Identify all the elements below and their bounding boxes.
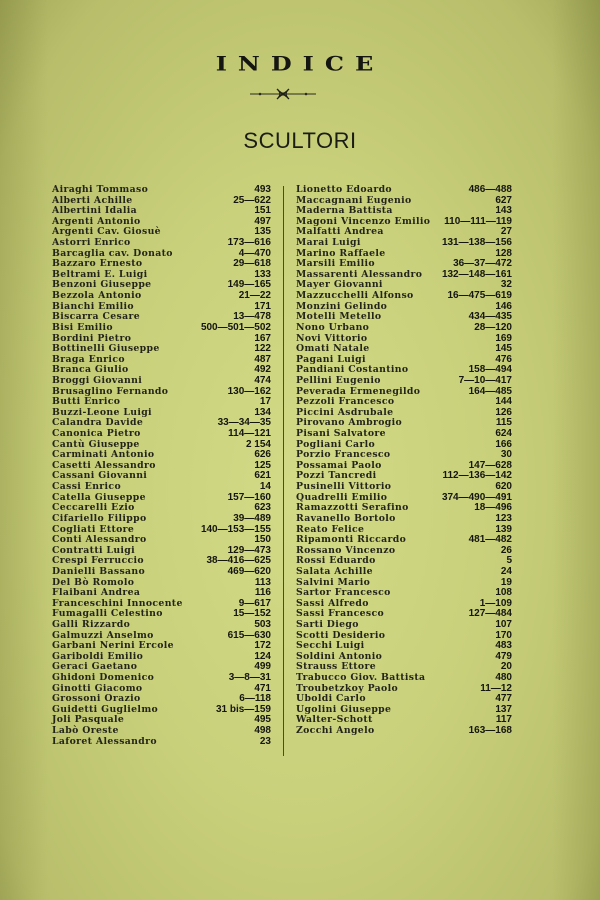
sculptor-name: Fumagalli Celestino	[52, 608, 163, 620]
page-numbers: 374—490—491	[441, 491, 512, 503]
sculptor-name: Walter-Schott	[296, 714, 373, 726]
page-numbers: 9—617	[238, 597, 271, 609]
sculptor-name: Franceschini Innocente	[52, 597, 183, 609]
sculptor-name: Marai Luigi	[296, 237, 361, 249]
sculptor-name: Labò Oreste	[52, 725, 119, 737]
sculptor-name: Omati Natale	[296, 343, 370, 355]
page-numbers: 499	[254, 661, 271, 673]
page-numbers: 28—120	[474, 321, 512, 333]
page-numbers: 624	[495, 428, 512, 440]
ornamental-rule-icon	[250, 88, 316, 100]
sculptor-name: Peverada Ermenegildo	[296, 385, 421, 397]
page-numbers: 128	[495, 247, 512, 259]
sculptor-name: Pisani Salvatore	[296, 428, 386, 440]
sculptor-name: Carminati Antonio	[52, 449, 155, 461]
page-numbers: 137	[495, 703, 512, 715]
sculptor-name: Catella Giuseppe	[52, 491, 146, 503]
sculptor-name: Salvini Mario	[296, 576, 371, 588]
sculptor-name: Laforet Alessandro	[52, 735, 157, 747]
sculptor-name: Branca Giulio	[52, 364, 129, 376]
page-numbers: 170	[495, 629, 512, 641]
sculptor-name: Malfatti Andrea	[296, 226, 384, 238]
page-numbers: 115	[495, 417, 512, 429]
sculptor-name: Massarenti Alessandro	[296, 268, 423, 280]
page-numbers: 123	[495, 512, 512, 524]
page-numbers: 116	[254, 587, 271, 599]
page-numbers: 487	[254, 353, 271, 365]
sculptor-name: Bordini Pietro	[52, 332, 132, 344]
page-numbers: 132—148—161	[441, 268, 512, 280]
index-entry	[296, 376, 512, 387]
sculptor-name: Sassi Francesco	[296, 608, 385, 620]
index-entry	[296, 567, 512, 578]
sculptor-name: Scotti Desiderio	[296, 629, 386, 641]
sculptor-name: Broggi Giovanni	[52, 374, 143, 386]
sculptor-name: Motelli Metello	[296, 311, 382, 323]
page-numbers: 5	[506, 555, 512, 567]
sculptor-name: Lionetto Edoardo	[296, 184, 392, 195]
sculptor-name: Marino Raffaele	[296, 247, 386, 259]
sculptor-name: Joli Pasquale	[52, 714, 125, 726]
page-numbers: 149—165	[227, 279, 271, 291]
sculptor-name: Bottinelli Giuseppe	[52, 343, 160, 355]
sculptor-name: Guidetti Guglielmo	[52, 703, 159, 715]
page-numbers: 130—162	[227, 385, 271, 397]
sculptor-name: Cogliati Ettore	[52, 523, 135, 535]
sculptor-name: Salata Achille	[296, 565, 373, 577]
sculptor-name: Alberti Achille	[52, 194, 133, 206]
page-numbers: 627	[495, 194, 512, 206]
page-numbers: 169	[495, 332, 512, 344]
page-numbers: 623	[254, 502, 271, 514]
page-numbers: 477	[495, 693, 512, 705]
page-numbers: 114—121	[228, 428, 271, 440]
sculptor-name: Ramazzotti Serafino	[296, 502, 409, 514]
page-numbers: 24	[500, 565, 512, 577]
page-numbers: 626	[254, 449, 271, 461]
sculptor-name: Secchi Luigi	[296, 640, 365, 652]
page-numbers: 483	[495, 640, 512, 652]
page-numbers: 150	[254, 534, 271, 546]
page-numbers: 620	[495, 481, 512, 493]
page-numbers: 39—489	[233, 512, 271, 524]
sculptor-name: Beltrami E. Luigi	[52, 268, 148, 280]
page-numbers: 615—630	[227, 629, 271, 641]
page-numbers: 173—616	[227, 237, 271, 249]
sculptor-name: Possamai Paolo	[296, 459, 382, 471]
sculptor-name: Conti Alessandro	[52, 534, 147, 546]
sculptor-name: Argenti Cav. Giosuè	[52, 226, 161, 238]
sculptor-name: Pozzi Tancredi	[296, 470, 377, 482]
page-numbers: 36—37—472	[453, 258, 512, 270]
sculptor-name: Nono Urbano	[296, 321, 370, 333]
sculptor-name: Crespi Ferruccio	[52, 555, 144, 567]
page-numbers: 133	[254, 268, 271, 280]
page-numbers: 26	[500, 544, 512, 556]
page-numbers: 124	[254, 650, 271, 662]
page-numbers: 139	[495, 523, 512, 535]
sculptor-name: Airaghi Tommaso	[52, 184, 149, 195]
page-numbers: 33—34—35	[217, 417, 271, 429]
sculptor-name: Rossano Vincenzo	[296, 544, 396, 556]
sculptor-name: Novi Vittorio	[296, 332, 368, 344]
sculptor-name: Sarti Diego	[296, 618, 359, 630]
sculptor-name: Benzoni Giuseppe	[52, 279, 152, 291]
page-numbers: 493	[254, 184, 271, 195]
sculptor-name: Pogliani Carlo	[296, 438, 376, 450]
page-numbers: 157—160	[227, 491, 271, 503]
sculptor-name: Strauss Ettore	[296, 661, 376, 673]
index-column-left	[52, 185, 271, 747]
page-numbers: 495	[254, 714, 271, 726]
sculptor-name: Pusinelli Vittorio	[296, 481, 392, 493]
page-numbers: 18—496	[474, 502, 512, 514]
sculptor-name: Maderna Battista	[296, 205, 393, 217]
sculptor-name: Maccagnani Eugenio	[296, 194, 412, 206]
page-numbers: 498	[254, 725, 271, 737]
page-numbers: 25—622	[233, 194, 271, 206]
sculptor-name: Casetti Alessandro	[52, 459, 156, 471]
index-entry	[52, 323, 271, 334]
sculptor-name: Monzini Gelindo	[296, 300, 388, 312]
page-numbers: 113	[254, 576, 271, 588]
page-numbers: 135	[254, 226, 271, 238]
sculptor-name: Danielli Bassano	[52, 565, 146, 577]
page-numbers: 20	[500, 661, 512, 673]
sculptor-name: Butti Enrico	[52, 396, 121, 408]
sculptor-name: Quadrelli Emilio	[296, 491, 388, 503]
page-numbers: 6—118	[239, 693, 271, 705]
sculptor-name: Mayer Giovanni	[296, 279, 383, 291]
page-numbers: 107	[495, 618, 512, 630]
page-numbers: 117	[495, 714, 512, 726]
sculptor-name: Calandra Davide	[52, 417, 144, 429]
page-numbers: 1—109	[479, 597, 512, 609]
page-numbers: 147—628	[468, 459, 512, 471]
page-numbers: 500—501—502	[200, 321, 271, 333]
index-entry	[296, 514, 512, 525]
page-numbers: 434—435	[468, 311, 512, 323]
sculptor-name: Galli Rizzardo	[52, 618, 131, 630]
page-numbers: 469—620	[227, 565, 271, 577]
page-numbers: 125	[254, 459, 271, 471]
page-numbers: 3—8—31	[228, 672, 271, 684]
sculptor-name: Flaibani Andrea	[52, 587, 141, 599]
index-entry	[52, 620, 271, 631]
sculptor-name: Bezzola Antonio	[52, 290, 142, 302]
page-numbers: 479	[495, 650, 512, 662]
sculptor-name: Cantù Giuseppe	[52, 438, 140, 450]
sculptor-name: Ginotti Giacomo	[52, 682, 143, 694]
index-entry	[296, 323, 512, 334]
page-numbers: 13—478	[233, 311, 271, 323]
sculptor-name: Troubetzkoy Paolo	[296, 682, 399, 694]
page-numbers: 144	[495, 396, 512, 408]
sculptor-name: Galmuzzi Anselmo	[52, 629, 154, 641]
page-numbers: 129—473	[227, 544, 271, 556]
page-numbers: 167	[254, 332, 271, 344]
sculptor-name: Reato Felice	[296, 523, 365, 535]
sculptor-name: Biscarra Cesare	[52, 311, 141, 323]
index-entry	[52, 737, 271, 748]
page-numbers: 15—152	[233, 608, 271, 620]
page-title: INDICE	[215, 51, 385, 76]
page-numbers: 503	[254, 618, 271, 630]
page-numbers: 32	[500, 279, 512, 291]
page-numbers: 110—111—119	[444, 215, 512, 227]
page-numbers: 31 bis—159	[215, 703, 271, 715]
sculptor-name: Ravanello Bortolo	[296, 512, 396, 524]
sculptor-name: Canonica Pietro	[52, 428, 141, 440]
sculptor-name: Del Bò Romolo	[52, 576, 135, 588]
sculptor-name: Mazzucchelli Alfonso	[296, 290, 414, 302]
sculptor-name: Contratti Luigi	[52, 544, 136, 556]
sculptor-name: Marsili Emilio	[296, 258, 375, 270]
sculptor-name: Piccini Asdrubale	[296, 406, 394, 418]
column-divider	[283, 186, 284, 756]
sculptor-name: Sassi Alfredo	[296, 597, 369, 609]
page-numbers: 2 154	[245, 438, 271, 450]
page-numbers: 108	[495, 587, 512, 599]
page-numbers: 21—22	[238, 290, 271, 302]
sculptor-name: Uboldi Carlo	[296, 693, 366, 705]
sculptor-name: Barcaglia cav. Donato	[52, 247, 173, 259]
page-numbers: 29—618	[233, 258, 271, 270]
page-numbers: 14	[259, 481, 271, 493]
sculptor-name: Astorri Enrico	[52, 237, 131, 249]
sculptor-name: Buzzi-Leone Luigi	[52, 406, 152, 418]
index-entry	[52, 376, 271, 387]
sculptor-name: Cassi Enrico	[52, 481, 121, 493]
sculptor-name: Zocchi Angelo	[296, 725, 375, 737]
sculptor-name: Braga Enrico	[52, 353, 125, 365]
page-numbers: 4—470	[238, 247, 271, 259]
sculptor-name: Rossi Eduardo	[296, 555, 376, 567]
page-numbers: 112—136—142	[442, 470, 512, 482]
sculptor-name: Trabucco Giov. Battista	[296, 672, 426, 684]
page-numbers: 492	[254, 364, 271, 376]
sculptor-name: Magoni Vincenzo Emilio	[296, 215, 431, 227]
page-numbers: 474	[254, 374, 271, 386]
sculptor-name: Pezzoli Francesco	[296, 396, 395, 408]
sculptor-name: Cifariello Filippo	[52, 512, 147, 524]
page-numbers: 143	[495, 205, 512, 217]
sculptor-name: Ripamonti Riccardo	[296, 534, 407, 546]
sculptor-name: Pagani Luigi	[296, 353, 366, 365]
sculptor-name: Bazzaro Ernesto	[52, 258, 143, 270]
sculptor-name: Argenti Antonio	[52, 215, 141, 227]
sculptor-name: Pellini Eugenio	[296, 374, 381, 386]
page-numbers: 122	[254, 343, 271, 355]
page-numbers: 146	[495, 300, 512, 312]
sculptor-name: Ugolini Giuseppe	[296, 703, 392, 715]
index-entry	[296, 726, 512, 737]
page-numbers: 164—485	[468, 385, 512, 397]
page-numbers: 19	[500, 576, 512, 588]
page-numbers: 131—138—156	[441, 237, 512, 249]
sculptor-name: Bianchi Emilio	[52, 300, 134, 312]
sculptor-name: Soldini Antonio	[296, 650, 383, 662]
page-numbers: 11—12	[480, 682, 512, 694]
page-numbers: 7—10—417	[458, 374, 512, 386]
section-title: SCULTORI	[243, 128, 357, 153]
sculptor-name: Ceccarelli Ezio	[52, 502, 135, 514]
sculptor-name: Porzio Francesco	[296, 449, 391, 461]
page-numbers: 163—168	[468, 725, 512, 737]
page-numbers: 145	[495, 343, 512, 355]
sculptor-name: Cassani Giovanni	[52, 470, 148, 482]
page-numbers: 486—488	[468, 184, 512, 195]
page-numbers: 480	[495, 672, 512, 684]
page-numbers: 16—475—619	[447, 290, 512, 302]
page-numbers: 172	[254, 640, 271, 652]
page-numbers: 134	[254, 406, 271, 418]
page-numbers: 126	[495, 406, 512, 418]
sculptor-name: Pirovano Ambrogio	[296, 417, 403, 429]
page-numbers: 38—416—625	[206, 555, 271, 567]
page-numbers: 497	[254, 215, 271, 227]
page-numbers: 158—494	[468, 364, 512, 376]
page-numbers: 151	[254, 205, 271, 217]
page-numbers: 30	[500, 449, 512, 461]
sculptor-name: Garbani Nerini Ercole	[52, 640, 174, 652]
page-numbers: 23	[259, 735, 271, 747]
page-numbers: 471	[254, 682, 271, 694]
index-entry	[296, 620, 512, 631]
page-numbers: 166	[495, 438, 512, 450]
sculptor-name: Geraci Gaetano	[52, 661, 138, 673]
index-column-right	[296, 185, 512, 737]
sculptor-name: Sartor Francesco	[296, 587, 391, 599]
page-numbers: 621	[254, 470, 271, 482]
sculptor-name: Albertini Idalia	[52, 205, 137, 217]
sculptor-name: Gariboldi Emilio	[52, 650, 144, 662]
page-numbers: 17	[259, 396, 271, 408]
page-numbers: 140—153—155	[200, 523, 271, 535]
sculptor-name: Grossoni Orazio	[52, 693, 141, 705]
page-numbers: 27	[500, 226, 512, 238]
sculptor-name: Bisi Emilio	[52, 321, 113, 333]
page-numbers: 171	[254, 300, 271, 312]
index-entry	[52, 514, 271, 525]
index-entry	[52, 567, 271, 578]
sculptor-name: Ghidoni Domenico	[52, 672, 155, 684]
sculptor-name: Pandiani Costantino	[296, 364, 409, 376]
page-numbers: 481—482	[468, 534, 512, 546]
page-numbers: 127—484	[468, 608, 512, 620]
sculptor-name: Brusaglino Fernando	[52, 385, 169, 397]
page-numbers: 476	[495, 353, 512, 365]
